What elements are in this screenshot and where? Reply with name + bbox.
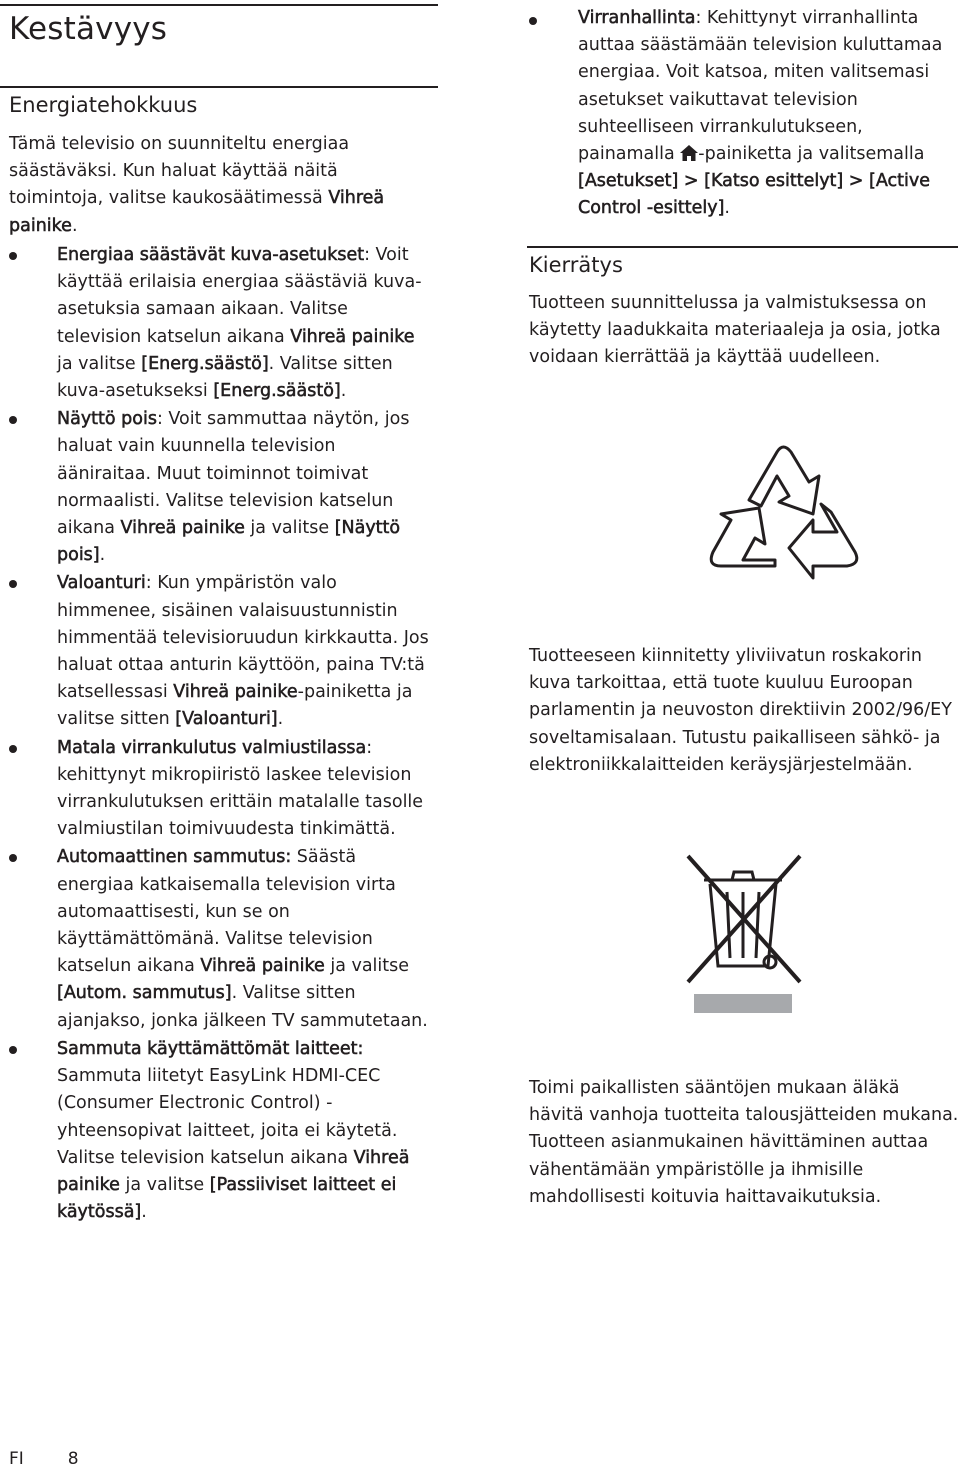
- power-text-3: .: [724, 198, 730, 219]
- bullet-plain-text: . Valitse sitten kuva-asetukseksi: [57, 353, 393, 402]
- crossed-bin-text: Tuotteeseen kiinnitetty yliviivatun roskakorin kuva tarkoittaa, että tuote kuuluu Euroopan parlamentin ja neuvoston direktiivin 2002/96/EY soveltamisalaan. Tutustu paikalliseen sähkö- ja elektroniikkalaitteiden keräysjärjestelmään.: [529, 646, 952, 775]
- bullet-dot: [9, 252, 17, 260]
- power-menu-path: [Asetukset] > [Katso esittelyt] > [Active Control -esittely]: [578, 171, 930, 219]
- bullet-text: [57, 844, 435, 1034]
- home-icon: [680, 145, 698, 161]
- energy-bullet-item: [0, 406, 438, 569]
- bullet-plain-text: ja valitse: [244, 518, 335, 539]
- section-rule: [0, 86, 438, 88]
- energy-bullet-item: [0, 735, 438, 844]
- footer-language: FI: [9, 1449, 24, 1469]
- bullet-plain-text: : kehittynyt mikropiiristö laskee television virrankulutuksen erittäin matalalle tasolle valmiustilan toimivuudesta tinkimättä.: [57, 737, 424, 840]
- bullet-text: [57, 406, 435, 569]
- bullet-bold-text: [Energ.säästö]: [213, 381, 341, 402]
- bullet-bold-text: Vihreä painike: [120, 518, 245, 539]
- bullet-plain-text: ja valitse: [324, 956, 410, 977]
- page-title: Kestävyys: [9, 11, 168, 47]
- bullet-bold-text: [Energ.säästö]: [141, 353, 269, 374]
- bullet-bold-text: [Valoanturi]: [175, 709, 278, 730]
- power-label: Virranhallinta: [578, 8, 696, 28]
- page-number: 8: [67, 1449, 79, 1469]
- bullet-text: [57, 1036, 435, 1226]
- energy-bullet-item: [0, 844, 438, 1034]
- crossed-out-bin-icon: [682, 850, 807, 1015]
- bullet-bold-text: Vihreä painike: [290, 326, 415, 347]
- bullet-dot: [9, 580, 17, 588]
- bullet-plain-text: .: [340, 381, 347, 402]
- bullet-bold-text: Vihreä painike: [173, 682, 298, 703]
- bullet-text: [57, 242, 435, 405]
- bullet-dot: [9, 854, 17, 862]
- bullet-bold-text: Energiaa säästävät kuva-asetukset: [57, 245, 365, 265]
- bullet-plain-text: : Kun ympäristön valo himmenee, sisäinen valaisuustunnistin himmentää televisioruudun kirkkautta. Jos haluat ottaa anturin käyttöön, paina TV:tä katsellessasi: [57, 573, 429, 703]
- energy-intro: [9, 131, 429, 240]
- top-rule: [0, 4, 438, 6]
- bullet-plain-text: ja valitse: [119, 1174, 210, 1195]
- bullet-text: [57, 570, 435, 733]
- intro-bold: Vihreä painike: [9, 188, 385, 236]
- bullet-bold-text: Matala virrankulutus valmiustilassa: [57, 737, 367, 758]
- energy-bullet-item: [0, 242, 438, 405]
- bullet-plain-text: .: [277, 709, 284, 730]
- bullet-bold-text: Näyttö pois: [57, 409, 157, 430]
- bullet-plain-text: ja valitse: [57, 353, 142, 374]
- bullet-plain-text: : Voit sammuttaa näytön, jos haluat vain kuunnella television ääniraitaa. Muut toiminnot toimivat normaalisti. Valitse television katselun aikana: [57, 409, 410, 539]
- bullet-plain-text: .: [99, 545, 106, 566]
- bullet-bold-text: Vihreä painike: [57, 1147, 410, 1195]
- energy-bullet-item: [0, 570, 438, 733]
- bullet-bold-text: Vihreä painike: [200, 956, 325, 977]
- bullet-plain-text: . Valitse sitten ajanjakso, jonka jälkeen TV sammutetaan.: [57, 983, 428, 1031]
- page-footer: [9, 1449, 123, 1469]
- recycle-icon: [697, 432, 867, 594]
- intro-end: .: [71, 215, 78, 236]
- bullet-bold-text: Sammuta käyttämättömät laitteet:: [57, 1038, 364, 1059]
- bullet-bold-text: Automaattinen sammutus:: [57, 847, 292, 868]
- bullet-dot: [9, 1046, 17, 1054]
- bullet-dot: [9, 745, 17, 753]
- power-text-2: -painiketta ja valitsemalla: [698, 144, 925, 165]
- bullet-plain-text: Sammuta liitetyt EasyLink HDMI-CEC (Consumer Electronic Control) -yhteensopivat laitteet, joita ei käytetä. Valitse television katselun aikana: [57, 1066, 398, 1168]
- bullet-plain-text: : Voit käyttää erilaisia energiaa säästäviä kuva-asetuksia samaan aikaan. Valitse television katselun aikana: [57, 245, 422, 347]
- section-rule: [527, 246, 958, 248]
- bullet-plain-text: .: [141, 1202, 147, 1223]
- intro-text: Tämä televisio on suunniteltu energiaa säästäväksi. Kun haluat käyttää näitä toimintoja, valitse kaukosäätimessä: [9, 134, 350, 209]
- recycling-text: Tuotteen suunnittelussa ja valmistuksessa on käytetty laadukkaita materiaaleja ja osia, jotka voidaan kierrättää ja käyttää uudelleen.: [529, 293, 941, 368]
- energy-bullet-list: [0, 242, 438, 1227]
- energy-heading: Energiatehokkuus: [9, 93, 198, 117]
- bullet-text: [57, 735, 435, 844]
- energy-bullet-item: [0, 1036, 438, 1226]
- bullet-bold-text: Valoanturi: [57, 573, 146, 594]
- bullet-plain-text: -painiketta ja valitse sitten: [57, 682, 413, 730]
- bullet-bold-text: [Passiiviset laitteet ei käytössä]: [57, 1174, 397, 1223]
- bullet-bold-text: [Näyttö pois]: [57, 518, 401, 566]
- bullet-plain-text: Säästä energiaa katkaisemalla television virta automaattisesti, kun se on käyttämättömänä. Valitse television katselun aikana: [57, 847, 396, 977]
- power-management-text: [578, 5, 958, 223]
- disposal-text: Toimi paikallisten sääntöjen mukaan äläkä hävitä vanhoja tuotteita talousjätteiden mukana. Tuotteen asianmukainen hävittäminen auttaa vähentämään ympäristölle ja ihmisille mahdollisesti koituvia haittavaikutuksia.: [529, 1078, 959, 1207]
- recycling-heading: Kierrätys: [529, 253, 623, 277]
- bullet-dot: [529, 17, 537, 25]
- bullet-dot: [9, 416, 17, 424]
- bullet-bold-text: [Autom. sammutus]: [57, 983, 232, 1004]
- power-text-1: : Kehittynyt virranhallinta auttaa säästämään television kuluttamaa energiaa. Voit katsoa, miten valitsemasi asetukset vaikuttavat television suhteelliseen virrankulutukseen, painamalla: [578, 8, 943, 165]
